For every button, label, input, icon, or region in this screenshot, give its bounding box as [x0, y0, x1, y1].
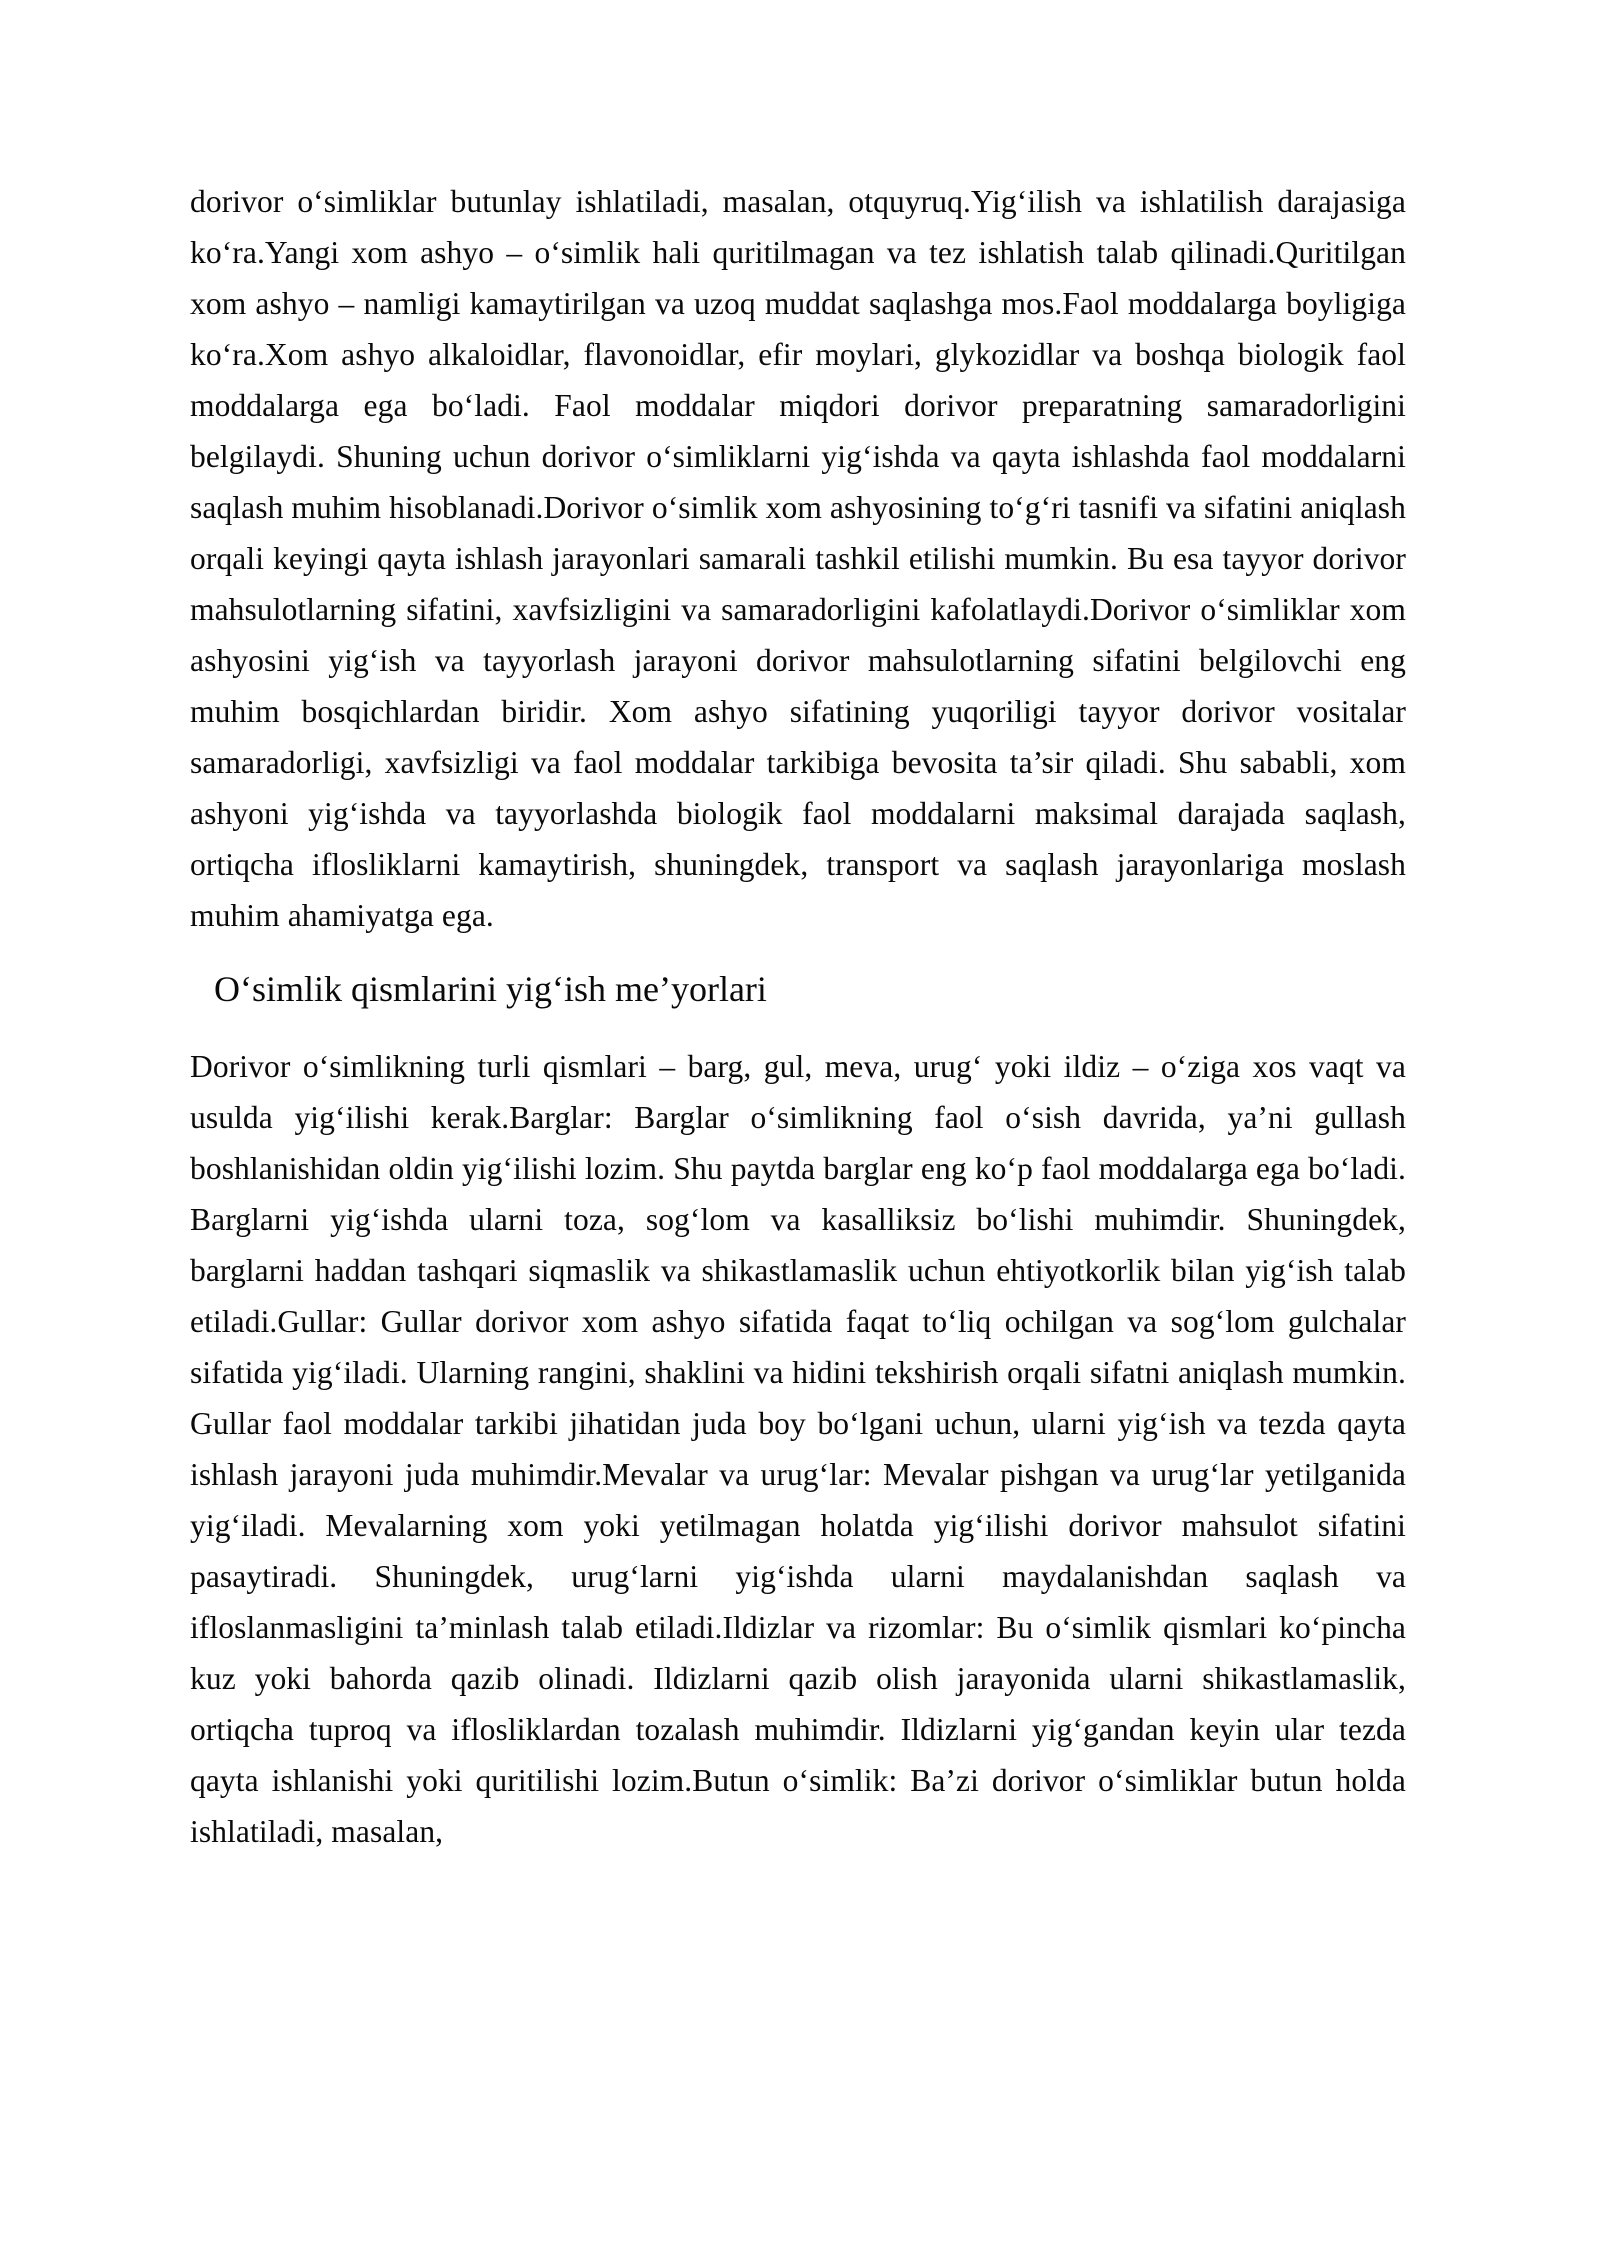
paragraph-collection-norms: Dorivor o‘simlikning turli qismlari – barg, gul, meva, urug‘ yoki ildiz – o‘ziga xos vaqt va usulda yig‘ilishi kerak.Barglar: Barglar o‘simlikning faol o‘sish davrida, ya’ni gullash boshlanishidan oldin yig‘ilishi lozim. Shu paytda barglar eng ko‘p faol moddalarga ega bo‘ladi. Barglarni yig‘ishda ularni toza, sog‘lom va kasalliksiz bo‘lishi muhimdir. Shuningdek, barglarni haddan tashqari siqmaslik va shikastlamaslik uchun ehtiyotkorlik bilan yig‘ish talab etiladi.Gullar: Gullar dorivor xom ashyo sifatida faqat to‘liq ochilgan va sog‘lom gulchalar sifatida yig‘iladi. Ularning rangini, shaklini va hidini tekshirish orqali sifatni aniqlash mumkin. Gullar faol moddalar tarkibi jihatidan juda boy bo‘lgani uchun, ularni yig‘ish va tezda qayta ishlash jarayoni juda muhimdir.Mevalar va urug‘lar: Mevalar pishgan va urug‘lar yetilganida yig‘iladi. Mevalarning xom yoki yetilmagan holatda yig‘ilishi dorivor mahsulot sifatini pasaytiradi. Shuningdek, urug‘larni yig‘ishda ularni maydalanishdan saqlash va ifloslanmasligini ta’minlash talab etiladi.Ildizlar va rizomlar: Bu o‘simlik qismlari ko‘pincha kuz yoki bahorda qazib olinadi. Ildizlarni qazib olish jarayonida ularni shikastlamaslik, ortiqcha tuproq va iflosliklardan tozalash muhimdir. Ildizlarni yig‘gandan keyin ular tezda qayta ishlanishi yoki quritilishi lozim.Butun o‘simlik: Ba’zi dorivor o‘simliklar butun holda ishlatiladi, masalan, — [190, 1049, 1406, 1849]
section-heading: O‘simlik qismlarini yig‘ish me’yorlari — [214, 969, 767, 1009]
text-block — [190, 176, 1406, 1857]
paragraph-raw-material: dorivor o‘simliklar butunlay ishlatiladi, masalan, otquyruq.Yig‘ilish va ishlatilish darajasiga ko‘ra.Yangi xom ashyo – o‘simlik hali quritilmagan va tez ishlatish talab qilinadi.Quritilgan xom ashyo – namligi kamaytirilgan va uzoq muddat saqlashga mos.Faol moddalarga boyligiga ko‘ra.Xom ashyo alkaloidlar, flavonoidlar, efir moylari, glykozidlar va boshqa biologik faol moddalarga ega bo‘ladi. Faol moddalar miqdori dorivor preparatning samaradorligini belgilaydi. Shuning uchun dorivor o‘simliklarni yig‘ishda va qayta ishlashda faol moddalarni saqlash muhim hisoblanadi.Dorivor o‘simlik xom ashyosining to‘g‘ri tasnifi va sifatini aniqlash orqali keyingi qayta ishlash jarayonlari samarali tashkil etilishi mumkin. Bu esa tayyor dorivor mahsulotlarning sifatini, xavfsizligini va samaradorligini kafolatlaydi.Dorivor o‘simliklar xom ashyosini yig‘ish va tayyorlash jarayoni dorivor mahsulotlarning sifatini belgilovchi eng muhim bosqichlardan biridir. Xom ashyo sifatining yuqoriligi tayyor dorivor vositalar samaradorligi, xavfsizligi va faol moddalar tarkibiga bevosita ta’sir qiladi. Shu sababli, xom ashyoni yig‘ishda va tayyorlashda biologik faol moddalarni maksimal darajada saqlash, ortiqcha iflosliklarni kamaytirish, shuningdek, transport va saqlash jarayonlariga moslash muhim ahamiyatga ega. — [190, 184, 1406, 933]
